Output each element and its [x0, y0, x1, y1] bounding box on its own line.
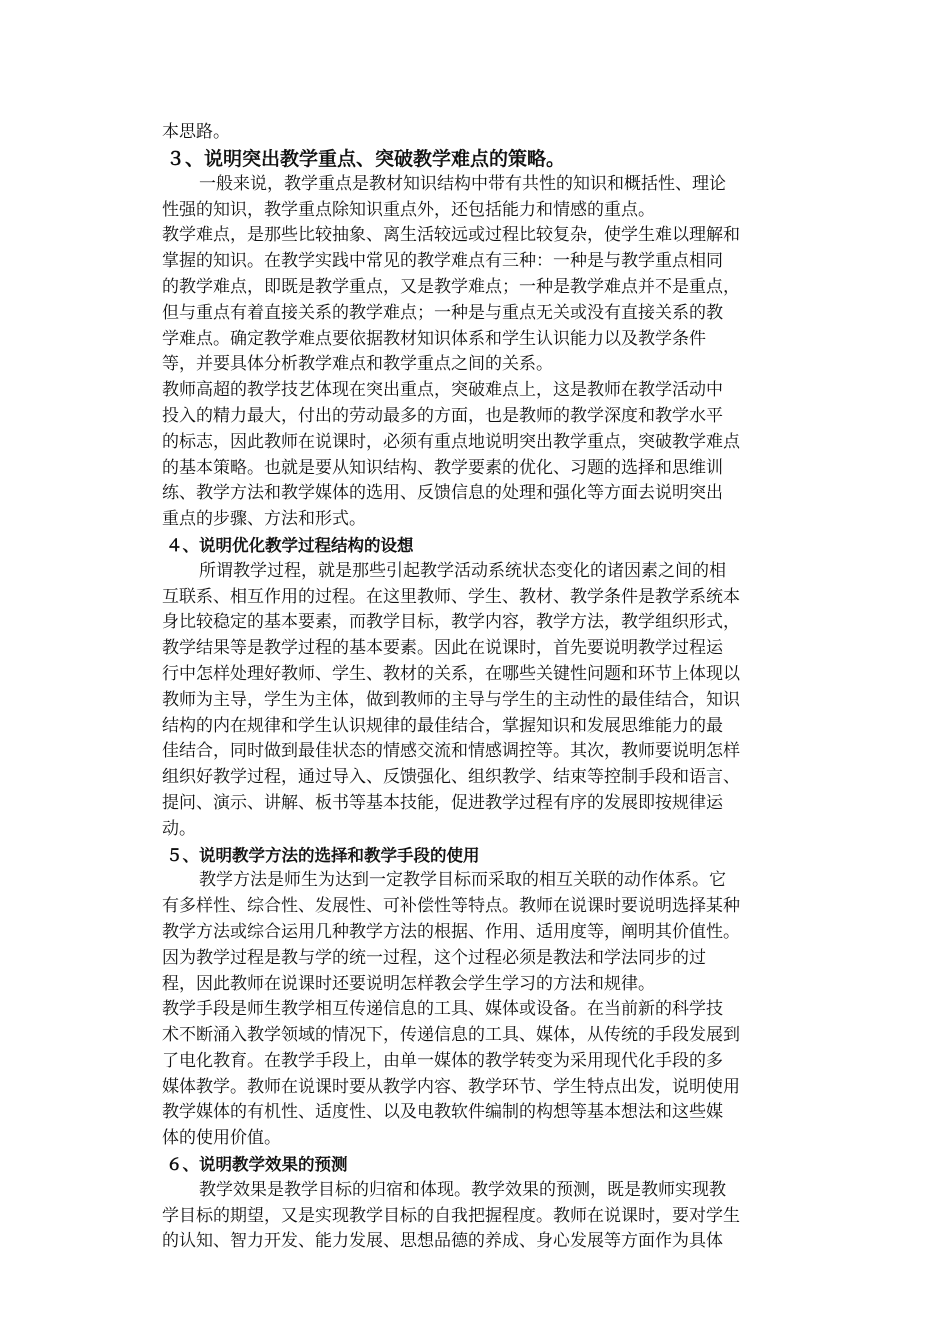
- text-line: 但与重点有着直接关系的教学难点；一种是与重点无关或没有直接关系的教: [162, 302, 723, 323]
- text-line: 佳结合，同时做到最佳状态的情感交流和情感调控等。其次，教师要说明怎样: [162, 741, 740, 762]
- text-line: 学难点。确定教学难点要依据教材知识体系和学生认识能力以及教学条件: [162, 328, 706, 349]
- text-line: 一般来说，教学重点是教材知识结构中带有共性的知识和概括性、理论: [199, 173, 726, 194]
- text-line: 的认知、智力开发、能力发展、思想品德的养成、身心发展等方面作为具体: [162, 1231, 723, 1252]
- text-line: 学目标的期望，又是实现教学目标的自我把握程度。教师在说课时，要对学生: [162, 1205, 740, 1226]
- text-line: 教学方法是师生为达到一定教学目标而采取的相互关联的动作体系。它: [199, 870, 726, 891]
- text-line: 媒体教学。教师在说课时要从教学内容、教学环节、学生特点出发，说明使用: [162, 1076, 740, 1097]
- text-line: 教师为主导，学生为主体，做到教师的主导与学生的主动性的最佳结合，知识: [162, 689, 740, 710]
- text-line: 投入的精力最大，付出的劳动最多的方面，也是教师的教学深度和教学水平: [162, 405, 723, 426]
- text-line: 练、教学方法和教学媒体的选用、反馈信息的处理和强化等方面去说明突出: [162, 483, 723, 504]
- text-line: 有多样性、综合性、发展性、可补偿性等特点。教师在说课时要说明选择某种: [162, 896, 740, 917]
- text-line: 身比较稳定的基本要素，而教学目标，教学内容，教学方法，教学组织形式，: [162, 612, 740, 633]
- text-line: 体的使用价值。: [162, 1128, 281, 1149]
- text-line: 结构的内在规律和学生认识规律的最佳结合，掌握知识和发展思维能力的最: [162, 715, 723, 736]
- text-line: 本思路。: [162, 122, 230, 142]
- text-line: 因为教学过程是教与学的统一过程，这个过程必须是教法和学法同步的过: [162, 947, 706, 968]
- text-line: 的教学难点，即既是教学重点，又是教学难点；一种是教学难点并不是重点，: [162, 276, 740, 297]
- text-line: 掌握的知识。在教学实践中常见的教学难点有三种：一种是与教学重点相同: [162, 251, 723, 272]
- section-heading: ３、说明突出教学重点、突破教学难点的策略。: [166, 147, 566, 170]
- text-line: 的标志，因此教师在说课时，必须有重点地说明突出教学重点，突破教学难点: [162, 431, 740, 452]
- text-line: 教学结果等是教学过程的基本要素。因此在说课时，首先要说明教学过程运: [162, 638, 723, 659]
- text-line: 行中怎样处理好教师、学生、教材的关系，在哪些关键性问题和环节上体现以: [162, 663, 740, 684]
- text-line: 教学方法或综合运用几种教学方法的根据、作用、适用度等，阐明其价值性。: [162, 921, 740, 942]
- section-heading: ６、说明教学效果的预测: [166, 1155, 348, 1175]
- text-line: 了电化教育。在教学手段上，由单一媒体的教学转变为采用现代化手段的多: [162, 1050, 723, 1071]
- text-line: 提问、演示、讲解、板书等基本技能，促进教学过程有序的发展即按规律运: [162, 792, 723, 813]
- text-line: 教学媒体的有机性、适度性、以及电教软件编制的构想等基本想法和这些媒: [162, 1102, 723, 1123]
- text-line: 重点的步骤、方法和形式。: [162, 509, 366, 530]
- section-heading: ５、说明教学方法的选择和教学手段的使用: [166, 845, 480, 865]
- section-heading: ４、说明优化教学过程结构的设想: [166, 535, 414, 555]
- document-page: [162, 120, 794, 1255]
- text-line: 的基本策略。也就是要从知识结构、教学要素的优化、习题的选择和思维训: [162, 457, 723, 478]
- text-line: 教学效果是教学目标的归宿和体现。教学效果的预测，既是教师实现教: [199, 1179, 726, 1200]
- text-line: 教学手段是师生教学相互传递信息的工具、媒体或设备。在当前新的科学技: [162, 999, 723, 1020]
- text-line: 等，并要具体分析教学难点和教学重点之间的关系。: [162, 354, 553, 375]
- text-line: 互联系、相互作用的过程。在这里教师、学生、教材、教学条件是教学系统本: [162, 586, 740, 607]
- text-line: 组织好教学过程，通过导入、反馈强化、组织教学、结束等控制手段和语言、: [162, 767, 740, 788]
- text-line: 所谓教学过程，就是那些引起教学活动系统状态变化的诸因素之间的相: [199, 560, 726, 581]
- text-line: 动。: [162, 818, 196, 839]
- text-line: 性强的知识，教学重点除知识重点外，还包括能力和情感的重点。: [162, 199, 655, 220]
- text-line: 程，因此教师在说课时还要说明怎样教会学生学习的方法和规律。: [162, 973, 655, 994]
- text-line: 教学难点，是那些比较抽象、离生活较远或过程比较复杂，使学生难以理解和: [162, 225, 740, 246]
- text-line: 教师高超的教学技艺体现在突出重点，突破难点上，这是教师在教学活动中: [162, 380, 723, 401]
- text-line: 术不断涌入教学领域的情况下，传递信息的工具、媒体，从传统的手段发展到: [162, 1025, 740, 1046]
